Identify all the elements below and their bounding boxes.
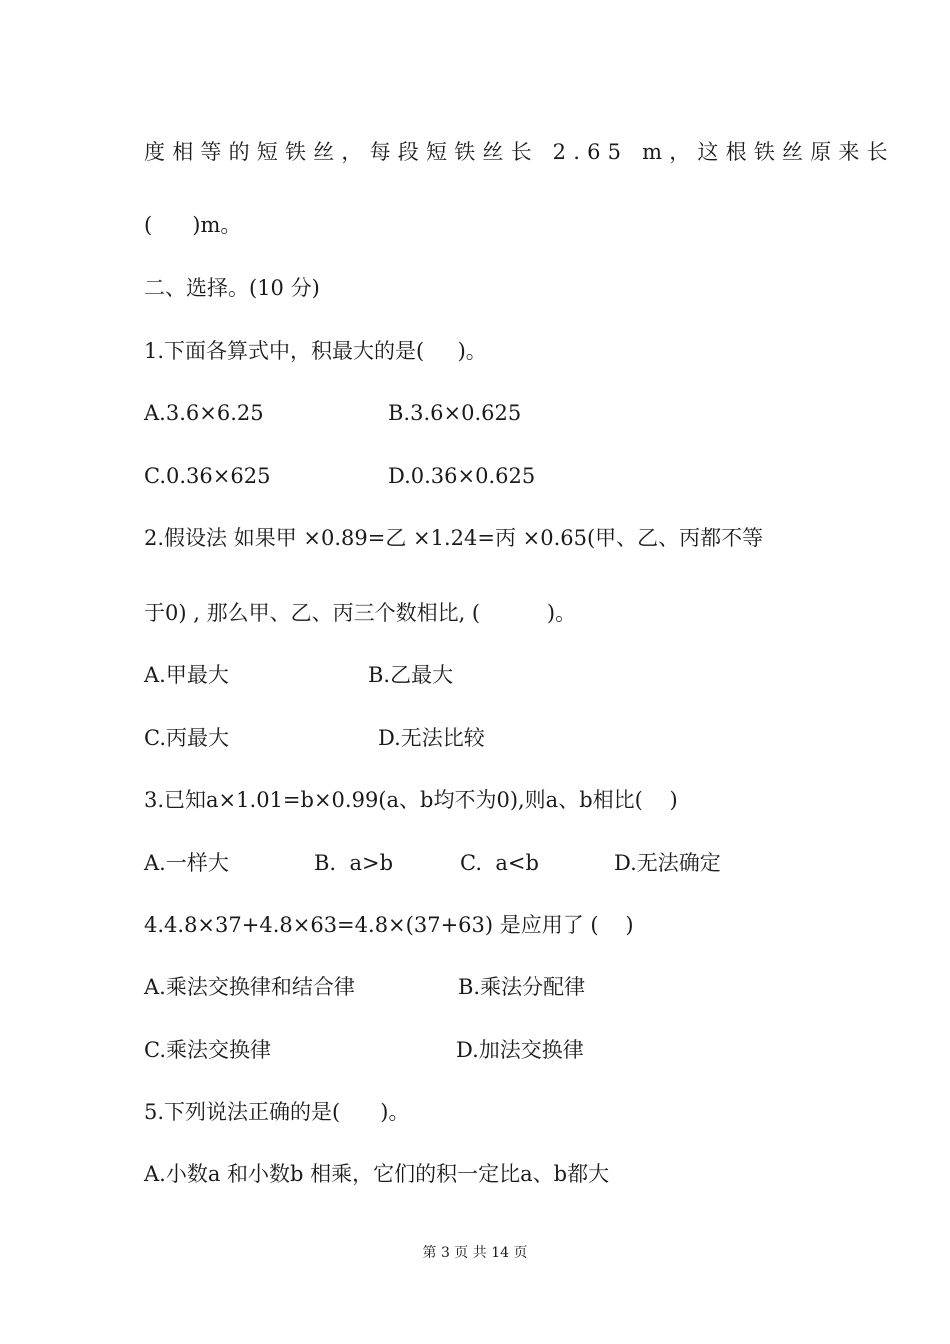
question-1-option-c: C.0.36×625 — [144, 464, 271, 488]
question-4-option-d: D.加法交换律 — [456, 1038, 584, 1062]
question-1-option-b: B.3.6×0.625 — [388, 401, 522, 425]
question-4-option-b: B.乘法分配律 — [458, 975, 586, 999]
continuation-line-2: ( )m。 — [144, 213, 242, 237]
question-3-stem: 3.已知a×1.01=b×0.99(a、b均不为0),则a、b相比( ) — [144, 788, 678, 812]
question-2-stem-continued: 于0) , 那么甲、乙、丙三个数相比, ( )。 — [144, 601, 577, 625]
question-2-option-c: C.丙最大 — [144, 726, 229, 750]
question-1-option-d: D.0.36×0.625 — [388, 464, 536, 488]
continuation-line-1: 度相等的短铁丝，每段短铁丝长 2.65 m，这根铁丝原来长 — [144, 140, 895, 164]
section-title: 二、选择。(10 分) — [144, 276, 320, 300]
question-3-option-b: B. a>b — [314, 851, 394, 875]
question-5-option-a: A.小数a 和小数b 相乘，它们的积一定比a、b都大 — [144, 1162, 610, 1186]
question-1-stem: 1.下面各算式中，积最大的是( )。 — [144, 339, 487, 363]
question-3-option-d: D.无法确定 — [614, 851, 721, 875]
question-5-stem: 5.下列说法正确的是( )。 — [144, 1100, 410, 1124]
question-4-option-c: C.乘法交换律 — [144, 1038, 271, 1062]
question-3-option-a: A.一样大 — [144, 851, 229, 875]
question-4-stem: 4.4.8×37+4.8×63=4.8×(37+63) 是应用了 ( ) — [144, 913, 634, 937]
question-4-option-a: A.乘法交换律和结合律 — [144, 975, 355, 999]
question-2-stem: 2.假设法 如果甲 ×0.89=乙 ×1.24=丙 ×0.65(甲、乙、丙都不等 — [144, 526, 764, 550]
question-2-option-a: A.甲最大 — [144, 663, 229, 687]
question-2-option-b: B.乙最大 — [368, 663, 454, 687]
question-2-option-d: D.无法比较 — [378, 726, 485, 750]
question-1-option-a: A.3.6×6.25 — [144, 401, 264, 425]
page-footer: 第 3 页 共 14 页 — [422, 1245, 528, 1261]
question-3-option-c: C. a<b — [460, 851, 539, 875]
